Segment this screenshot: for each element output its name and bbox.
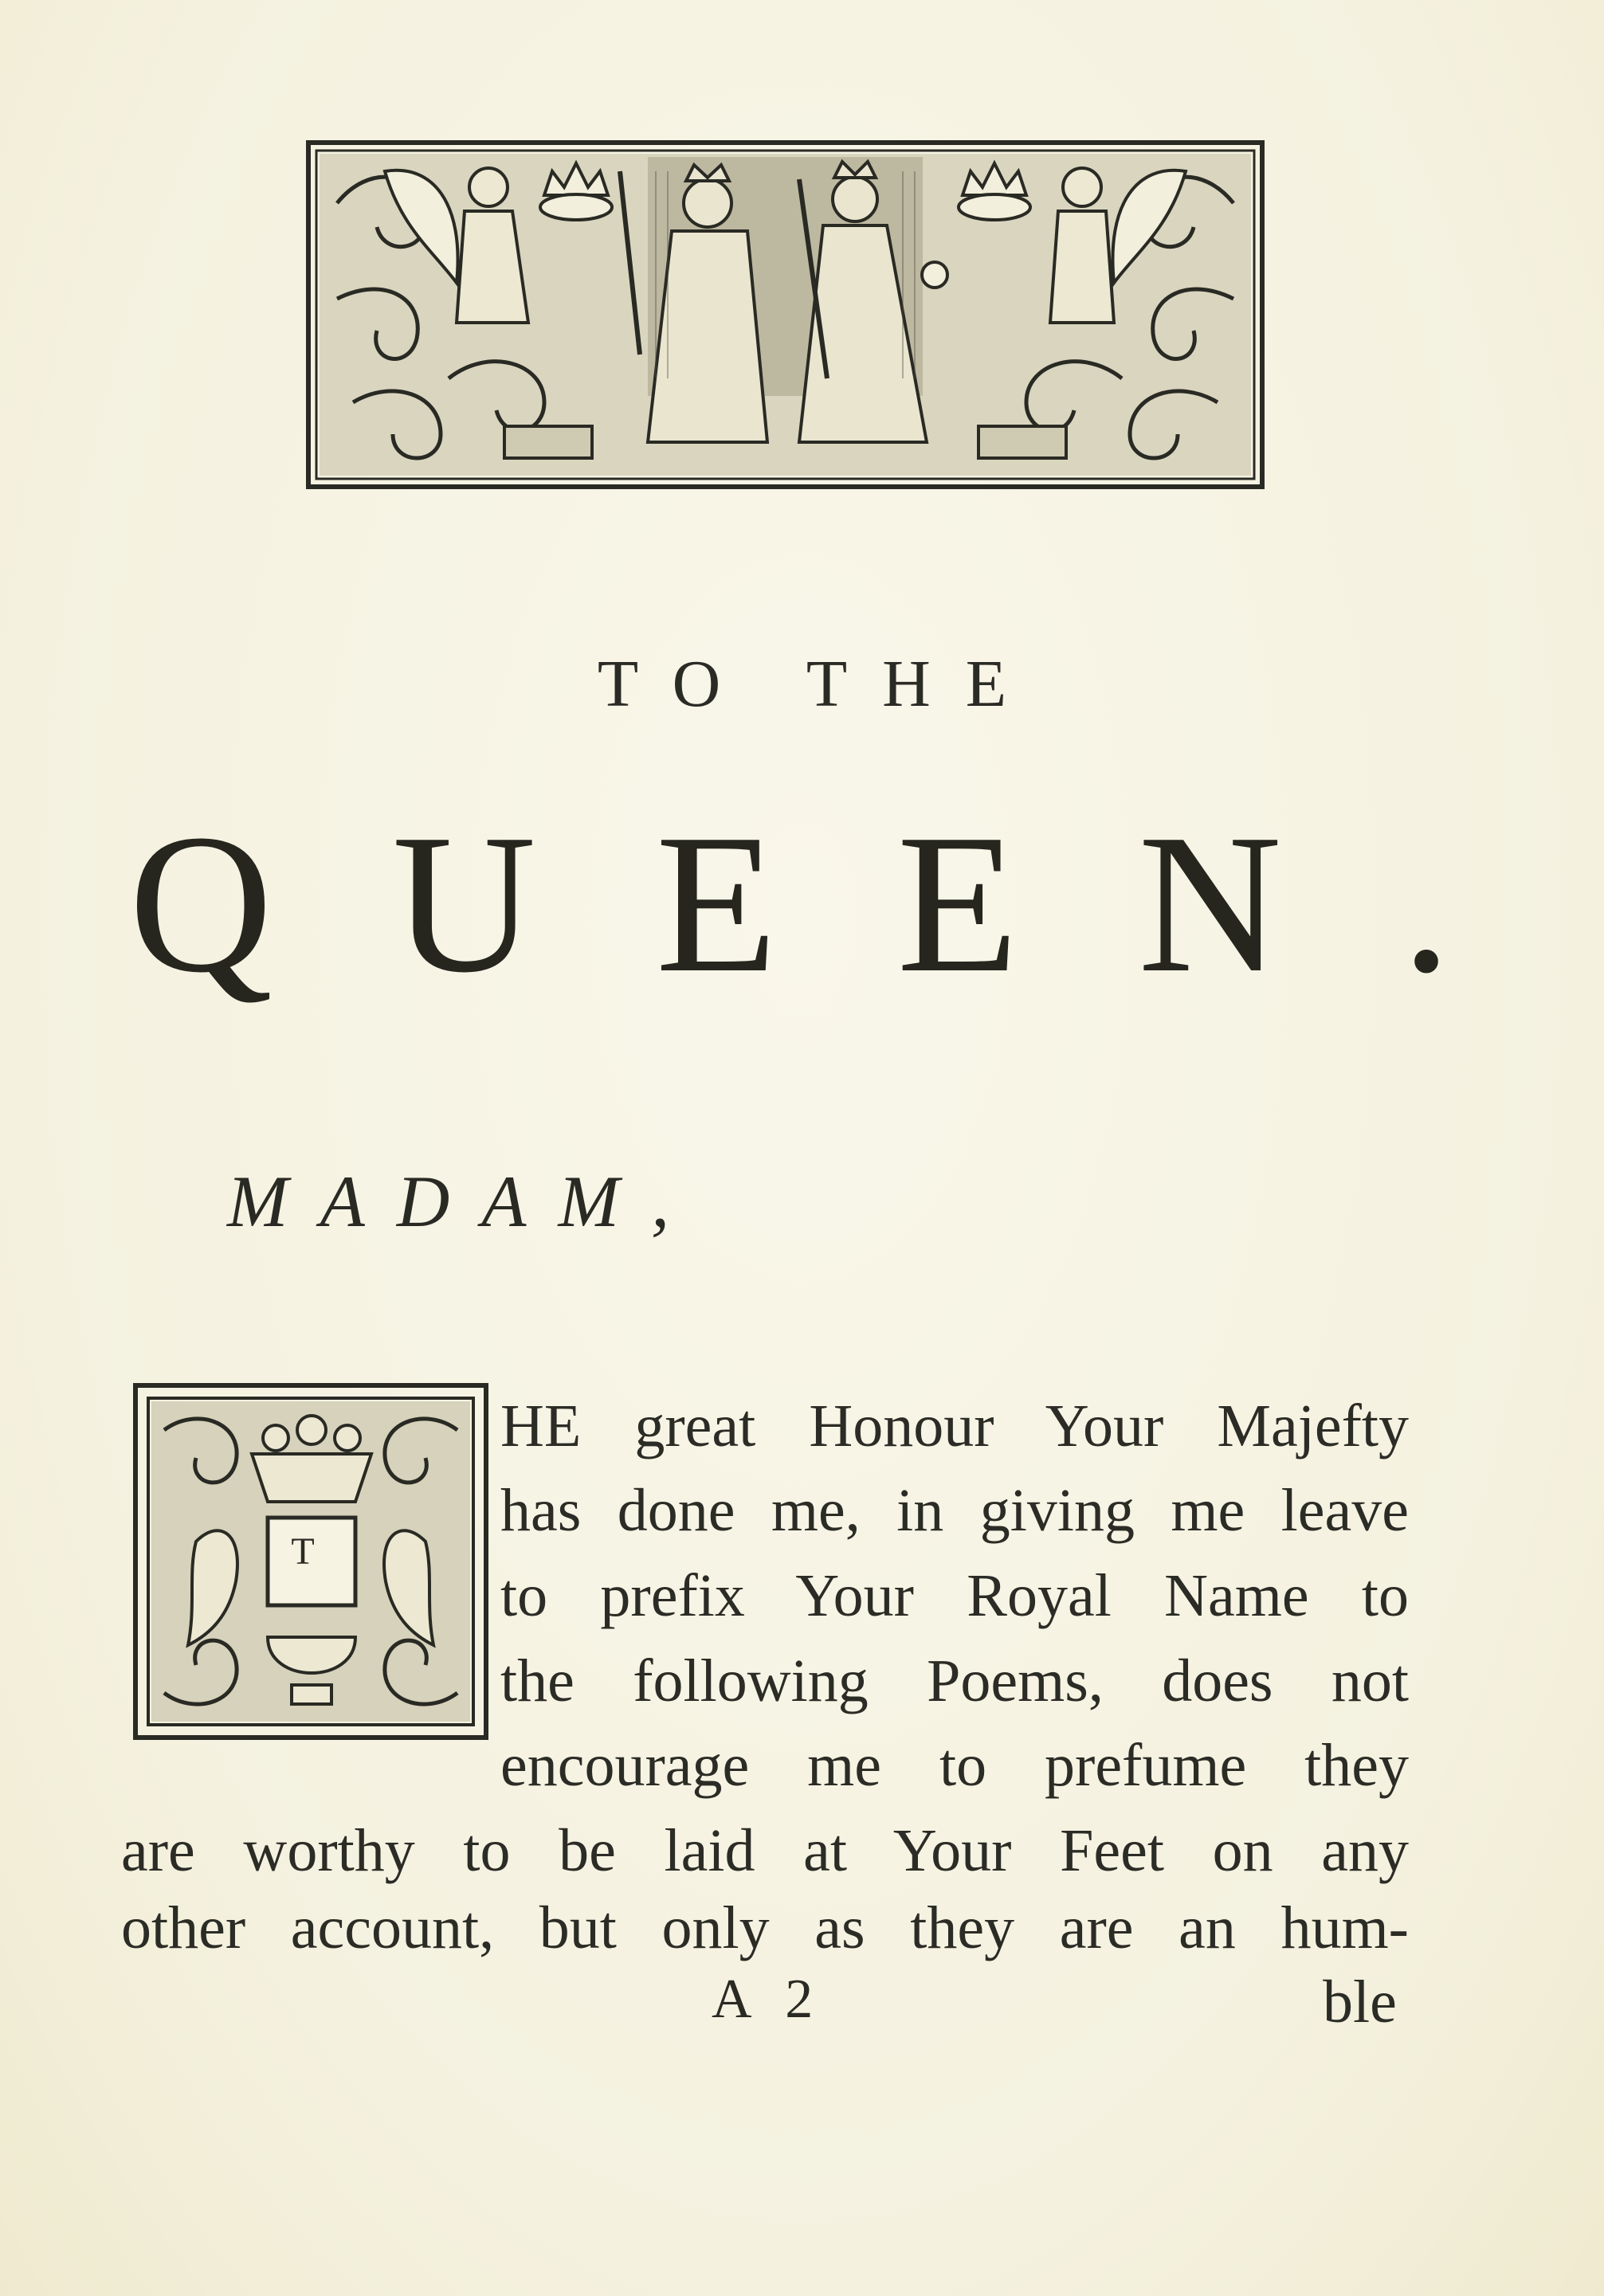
headpiece-ornament [305, 139, 1265, 490]
body-line-5: encourage me to prefume they [500, 1732, 1409, 1799]
signature-mark: A 2 [712, 1969, 825, 2030]
body-line-4: the following Poems, does not [500, 1648, 1409, 1714]
body-line-3: to prefix Your Royal Name to [500, 1562, 1409, 1629]
body-line-2: has done me, in giving me leave [500, 1477, 1409, 1544]
salutation: MADAM, [227, 1161, 702, 1242]
body-line-7: other account, but only as they are an hum- [121, 1894, 1409, 1961]
heading-queen: QUEEN. [128, 793, 1571, 1014]
body-line-6: are worthy to be laid at Your Feet on any [121, 1817, 1409, 1884]
initial-letter: T [291, 1530, 315, 1573]
catchword: ble [1323, 1969, 1397, 2035]
heading-to-the: TO THE [597, 647, 1042, 721]
body-line-1: HE great Honour Your Majefty [500, 1393, 1409, 1459]
